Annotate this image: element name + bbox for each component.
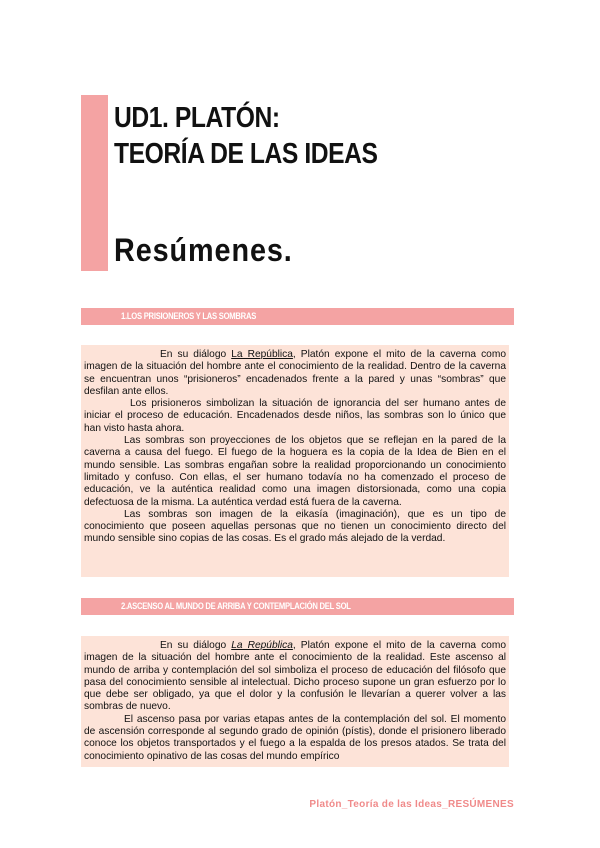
section-header-1-label: 1.LOS PRISIONEROS Y LAS SOMBRAS [121,311,257,321]
paragraph-1-after: , Platón expone el mito de la caverna como imagen de la situación del hombre ante el conocimiento de la realidad. Este ascenso al mundo de arriba y contemplación del sol simboliza el proceso de educación del filósofo que pasa del conocimiento sensible al intelectual. Dicho proceso supone un gran esfuerzo por lo que debe ser obligado, ya que el dolor y la confusión le llevarían a querer volver a las sombras de nuevo. [84,640,506,713]
section-2-content [81,636,509,767]
section-1-content [81,345,509,577]
section-1-paragraph-2: Los prisioneros simbolizan la situación de ignorancia del ser humano antes de iniciar el proceso de educación. Encadenados desde niños, las sombras son lo único que han visto hasta ahora. [84,398,506,434]
section-1-paragraph-1 [84,349,506,398]
paragraph-1-after: , Platón expone el mito de la caverna como imagen de la situación del hombre ante el conocimiento de la realidad. Dentro de la caverna se encuentran unos “prisioneros” encadenados frente a la pared y unas “sombras” que desfilan ante ellos. [84,349,506,397]
section-2-paragraph-2: El ascenso pasa por varias etapas antes de la contemplación del sol. El momento de ascensión corresponde al segundo grado de opinión (pístis), donde el prisionero liberado conoce los objetos transportados y el fuego a la espalda de los presos atados. Se trata del conocimiento opinativo de las cosas del mundo empírico [84,713,506,762]
section-1-paragraph-4: Las sombras son imagen de la eikasía (imaginación), que es un tipo de conocimiento que poseen aquellas personas que no tienen un conocimiento directo del mundo sensible sino copias de las cosas. Es el grado más alejado de la verdad. [84,508,506,545]
title-line-2: TEORÍA DE LAS IDEAS [114,138,378,170]
section-header-2-label: 2.ASCENSO AL MUNDO DE ARRIBA Y CONTEMPLACIÓN DEL SOL [121,601,351,611]
la-republica-title: La República [231,349,293,360]
title-line-1: UD1. PLATÓN: [114,102,280,134]
document-title [114,100,534,172]
section-2-paragraph-1 [84,640,506,714]
la-republica-title: La República [231,640,293,651]
paragraph-1-before: En su diálogo [160,640,232,651]
section-header-2 [81,598,514,615]
page-footer: Platón_Teoría de las Ideas_RESÚMENES [309,799,514,810]
section-header-1 [81,308,514,325]
paragraph-1-before: En su diálogo [160,349,232,360]
title-accent-bar [81,95,108,271]
section-1-paragraph-3: Las sombras son proyecciones de los objetos que se reflejan en la pared de la caverna a causa del fuego. El fuego de la hoguera es la copia de la Idea de Bien en el mundo sensible. Las sombras engañan sobre la realidad proporcionando un conocimiento limitado y confuso. Con ellas, el ser humano todavía no ha comenzado el proceso de educación, ve la auténtica realidad como una imagen distorsionada, como una copia defectuosa de la misma. La auténtica verdad está fuera de la caverna. [84,435,506,508]
document-subtitle: Resúmenes. [114,232,293,268]
